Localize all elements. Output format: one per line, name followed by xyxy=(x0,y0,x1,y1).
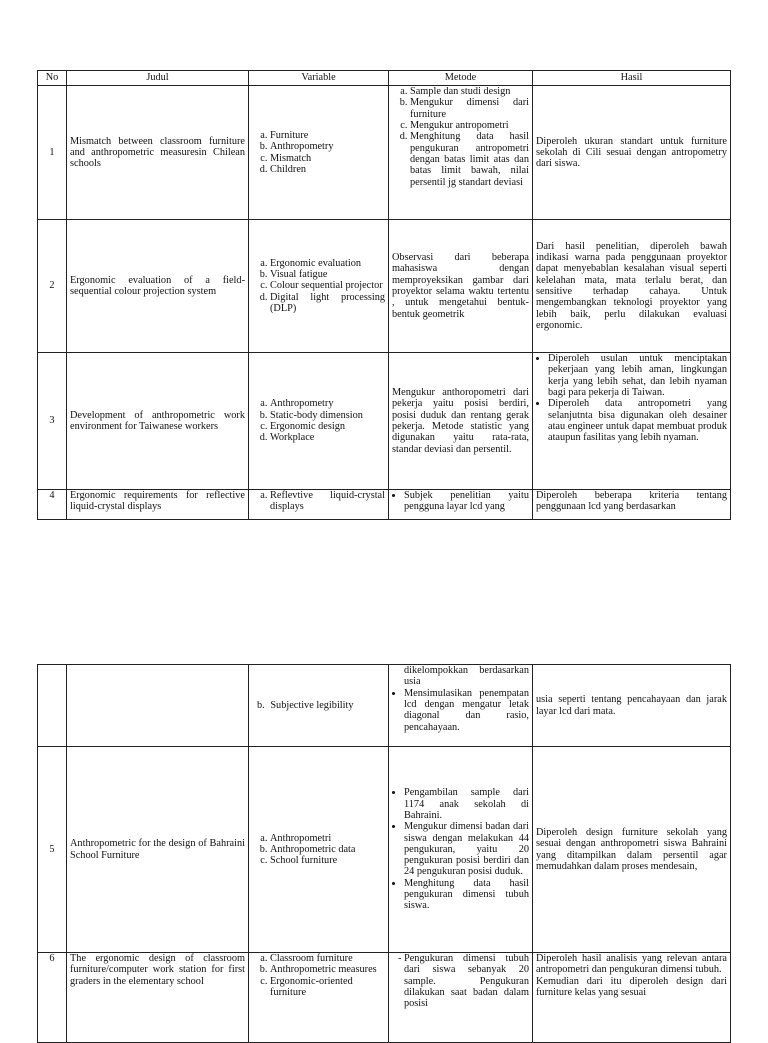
list-item: • Mensimulasikan penempatan lcd dengan mengatur letak diagonal dan rasio, pencahayaan. xyxy=(404,688,529,733)
list-item: b. Mengukur dimensi dari furniture xyxy=(410,97,529,120)
list-item: a. Classroom furniture xyxy=(270,953,385,964)
cell-judul: The ergonomic design of classroom furniture/computer work station for first graders in the elementary school xyxy=(67,953,249,1043)
list-marker: b. xyxy=(257,699,265,711)
list-item: a. Ergonomic evaluation xyxy=(270,258,385,269)
list-item: c. Ergonomic-oriented furniture xyxy=(270,976,385,999)
header-judul: Judul xyxy=(67,71,249,86)
research-table-part-2 xyxy=(37,664,731,1043)
cell-no: 3 xyxy=(38,353,67,490)
list-item: • Subjek penelitian yaitu pengguna layar lcd yang xyxy=(404,490,529,513)
cell-judul: Anthropometric for the design of Bahraini School Furniture xyxy=(67,747,249,953)
cell-variable xyxy=(249,490,389,520)
cell-hasil: Diperoleh design furniture sekolah yang sesuai dengan anthropometri siswa Bahraini yang ditampilkan dalam persentil agar memudahkan dalam proses mendesain, xyxy=(533,747,731,953)
header-no: No xyxy=(38,71,67,86)
list-item: c. Colour sequential projector xyxy=(270,280,385,291)
list-item: • Diperoleh data antropometri yang selanjutnta bisa digunakan oleh desainer atau engineer untuk dapat membuat produk ataupun fasilitas yang lebih nyaman. xyxy=(548,398,727,443)
list-item: c. Mismatch xyxy=(270,153,385,164)
list-item: d. Menghitung data hasil pengukuran antropometri dengan batas limit atas dan batas limit bawah, nilai persentil jg standart deviasi xyxy=(410,131,529,188)
header-metode: Metode xyxy=(389,71,533,86)
list-item: d. Workplace xyxy=(270,432,385,443)
cell-hasil: Diperoleh beberapa kriteria tentang penggunaan lcd yang berdasarkan xyxy=(533,490,731,520)
cell-judul: Ergonomic evaluation of a field-sequential colour projection system xyxy=(67,220,249,353)
header-variable: Variable xyxy=(249,71,389,86)
list-item: c. School furniture xyxy=(270,855,385,866)
cell-metode xyxy=(389,86,533,220)
table-row xyxy=(38,86,731,220)
list-item: b. Visual fatigue xyxy=(270,269,385,280)
cell-metode xyxy=(389,665,533,747)
cell-metode xyxy=(389,953,533,1043)
cell-hasil xyxy=(533,953,731,1043)
list-item: Diperoleh hasil analisis yang relevan antara antropometri dan pengukuran dimensi tubuh. xyxy=(536,953,727,976)
list-item: • Menghitung data hasil pengukuran dimensi tubuh siswa. xyxy=(404,878,529,912)
table-row xyxy=(38,747,731,953)
cell-no: 6 xyxy=(38,953,67,1043)
list-item: a. Furniture xyxy=(270,130,385,141)
table-row xyxy=(38,490,731,520)
cell-metode: Mengukur anthoropometri dari pekerja yaitu posisi berdiri, posisi duduk dan rentang gerak pekerja. Metode statistic yang digunakan yaitu rata-rata, standar deviasi dan persentil. xyxy=(389,353,533,490)
cell-no: 1 xyxy=(38,86,67,220)
cell-no: 5 xyxy=(38,747,67,953)
list-item: • Mengukur dimensi badan dari siswa dengan melakukan 44 pengukuran, yaitu 20 pengukuran posisi berdiri dan 24 pengukuran posisi duduk. xyxy=(404,821,529,878)
list-item: Subjective legibility xyxy=(270,699,354,711)
cell-judul: Development of anthropometric work environment for Taiwanese workers xyxy=(67,353,249,490)
list-item: d. Children xyxy=(270,164,385,175)
table-row xyxy=(38,953,731,1043)
research-table-part-1 xyxy=(37,70,731,520)
list-item: c. Ergonomic design xyxy=(270,421,385,432)
cell-hasil: Dari hasil penelitian, diperoleh bawah indikasi warna pada penggunaan proyektor dapat menyebablan kesalahan visual seperti kelelahan mata, mata terlalu berat, dan sensitive terhadap cahaya. Untuk mengembangkan teknologi proyektor yang lebih baik, perlu dilakukan evaluasi ergonomic. xyxy=(533,220,731,353)
list-item: - Pengukuran dimensi tubuh dari siswa sebanyak 20 sample. Pengukuran dilakukan saat badan dalam posisi xyxy=(404,953,529,1010)
table-row xyxy=(38,353,731,490)
list-item: a. Sample dan studi design xyxy=(410,86,529,97)
list-item: • Pengambilan sample dari 1174 anak sekolah di Bahraini. xyxy=(404,787,529,821)
cell-metode xyxy=(389,747,533,953)
cell-variable xyxy=(249,747,389,953)
cell-variable xyxy=(249,220,389,353)
list-item: c. Mengukur antropometri xyxy=(410,120,529,131)
list-item: a. Reflevtive liquid-crystal displays xyxy=(270,490,385,513)
cell-hasil: Diperoleh ukuran standart untuk furniture sekolah di Cili sesuai dengan antropometry dari siswa. xyxy=(533,86,731,220)
list-item: b. Static-body dimension xyxy=(270,410,385,421)
table-row xyxy=(38,665,731,747)
cell-variable xyxy=(249,665,389,747)
cell-metode xyxy=(389,490,533,520)
cell-hasil xyxy=(533,353,731,490)
list-item: a. Anthropometry xyxy=(270,398,385,409)
list-item: a. Anthropometri xyxy=(270,833,385,844)
cell-variable xyxy=(249,353,389,490)
cell-judul: Mismatch between classroom furniture and anthropometric measuresin Chilean schools xyxy=(67,86,249,220)
table-row xyxy=(38,220,731,353)
header-hasil: Hasil xyxy=(533,71,731,86)
cell-variable xyxy=(249,86,389,220)
list-item: d. Digital light processing (DLP) xyxy=(270,292,385,315)
cell-judul: Ergonomic requirements for reflective liquid-crystal displays xyxy=(67,490,249,520)
table-header-row xyxy=(38,71,731,86)
list-item: b. Anthropometric data xyxy=(270,844,385,855)
list-item: Kemudian dari itu diperoleh design dari furniture kelas yang sesuai xyxy=(536,975,727,998)
cell-no xyxy=(38,665,67,747)
cell-judul xyxy=(67,665,249,747)
list-item: b. Anthropometric measures xyxy=(270,964,385,975)
list-item: • Diperoleh usulan untuk menciptakan pekerjaan yang lebih aman, lingkungan kerja yang lebih sehat, dan lebih nyaman bagi para pekerja di Taiwan. xyxy=(548,353,727,398)
cell-no: 4 xyxy=(38,490,67,520)
cell-hasil: usia seperti tentang pencahayaan dan jarak layar lcd dari mata. xyxy=(533,665,731,747)
cell-metode: Observasi dari beberapa mahasiswa dengan memproyeksikan gambar dari proyektor selama waktu tertentu , untuk mengetahui bentuk-bentuk geometrik xyxy=(389,220,533,353)
list-item-continued: dikelompokkan berdasarkan usia xyxy=(404,665,529,688)
cell-variable xyxy=(249,953,389,1043)
cell-no: 2 xyxy=(38,220,67,353)
list-item: b. Anthropometry xyxy=(270,141,385,152)
